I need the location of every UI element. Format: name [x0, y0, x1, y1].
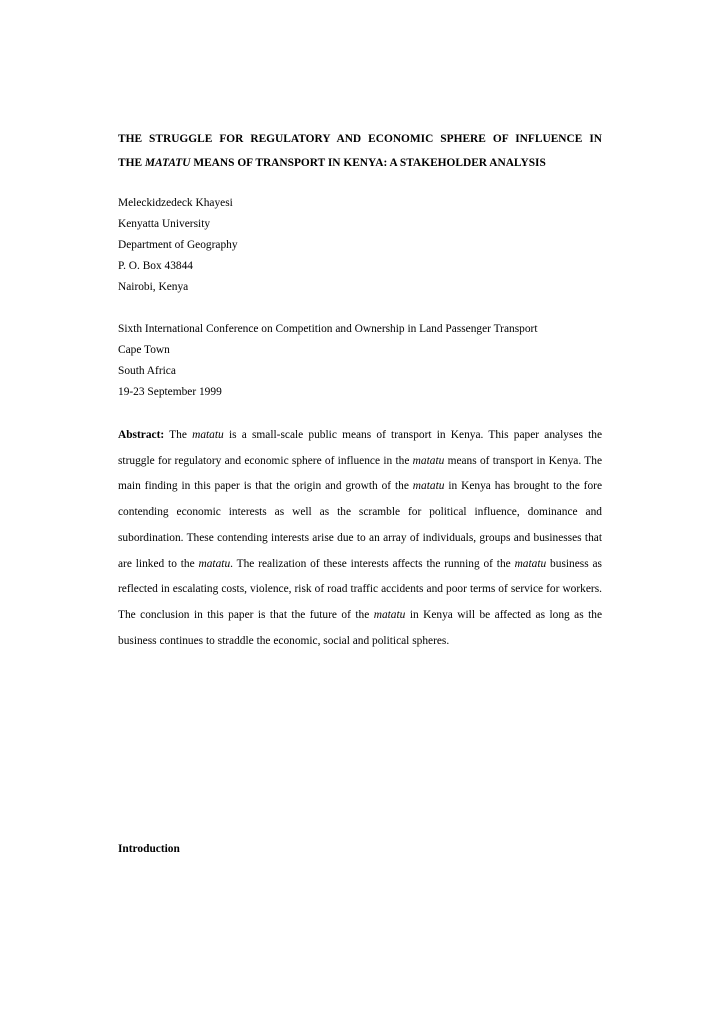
conference-country: South Africa [118, 365, 176, 377]
abstract-italic-1: matatu [192, 429, 224, 441]
conference-dates: 19-23 September 1999 [118, 386, 222, 398]
author-city: Nairobi, Kenya [118, 281, 189, 293]
title-line-2-start: THE [118, 157, 145, 169]
author-institution: Kenyatta University [118, 218, 211, 230]
title-line-2 [118, 151, 602, 175]
title-italic-word: MATATU [144, 157, 191, 169]
title-line-2-end: MEANS OF TRANSPORT IN KENYA: A STAKEHOLDER ANALYSIS [190, 157, 546, 169]
paper-title [118, 127, 602, 175]
conference-name: Sixth International Conference on Competition and Ownership in Land Passenger Transport [118, 323, 538, 335]
conference-block [118, 319, 537, 403]
abstract-text-7: in Kenya will be affected as long as the business continues to straddle the economic, social and political spheres. [118, 608, 602, 647]
section-heading-introduction: Introduction [118, 843, 180, 855]
abstract-text-2: is a small-scale public means of transport in Kenya. This paper analyses the struggle for regulatory and economic sphere of influence in the [118, 429, 602, 467]
abstract-italic-4: matatu [198, 557, 231, 570]
abstract-text-4: in Kenya has brought to the fore contending economic interests as well as the scramble for political influence, dominance and subordination. These contending interests arise due to an array of individuals, groups and businesses that are linked to the [118, 480, 603, 570]
abstract-italic-2: matatu [412, 454, 445, 467]
abstract-text-6: business as reflected in escalating costs, violence, risk of road traffic accidents and poor terms of service for workers. The conclusion in this paper is that the future of the [118, 557, 602, 621]
abstract-text-1: The [164, 429, 193, 441]
author-block [118, 193, 238, 298]
title-line-1: THE STRUGGLE FOR REGULATORY AND ECONOMIC SPHERE OF INFLUENCE IN [118, 133, 602, 145]
abstract-label: Abstract: [118, 429, 165, 441]
abstract-italic-6: matatu [373, 608, 406, 621]
abstract-text-5: . The realization of these interests affects the running of the [230, 557, 515, 570]
abstract-italic-3: matatu [412, 480, 445, 493]
author-department: Department of Geography [118, 239, 238, 251]
author-name: Meleckidzedeck Khayesi [118, 197, 233, 209]
conference-city: Cape Town [118, 344, 170, 356]
author-po-box: P. O. Box 43844 [118, 260, 194, 272]
abstract-italic-5: matatu [514, 557, 547, 570]
abstract-paragraph [118, 423, 602, 654]
abstract-text-3: means of transport in Kenya. The main finding in this paper is that the origin and growth of the [118, 454, 602, 493]
